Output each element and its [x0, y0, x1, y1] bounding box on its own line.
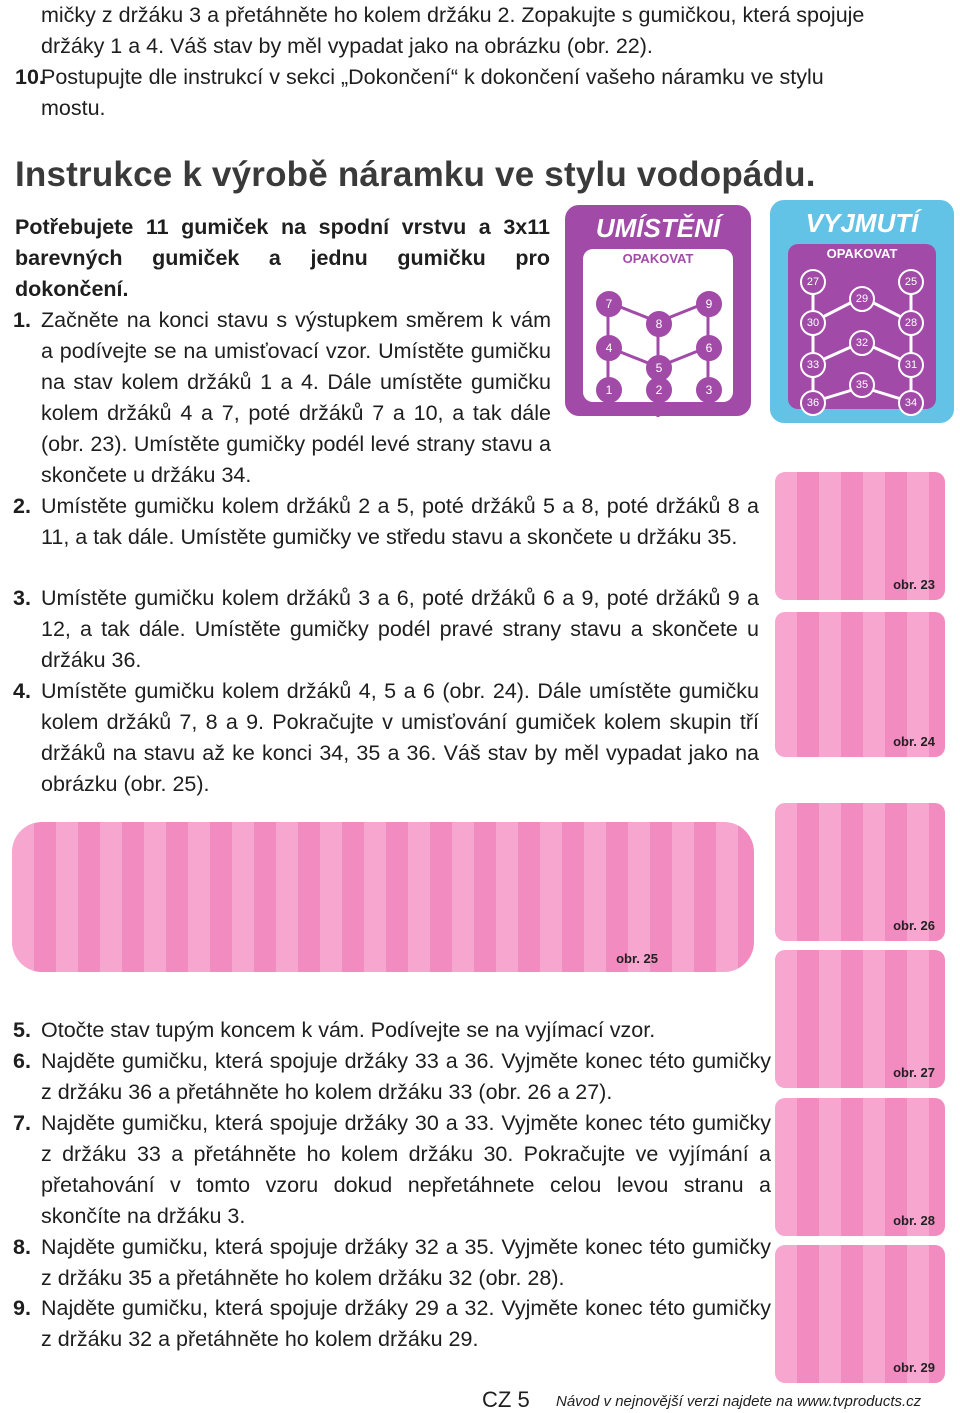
photo-obr-29 — [775, 1245, 945, 1383]
photo-label: obr. 24 — [893, 734, 935, 749]
step-10-line-2: mostu. — [41, 96, 106, 120]
placement-peg: 9 — [696, 291, 722, 317]
removal-peg: 33 — [800, 352, 826, 378]
photo-obr-27 — [775, 950, 945, 1088]
removal-peg: 32 — [849, 330, 875, 356]
step-1-number: 1. — [13, 308, 31, 332]
step-3-text: Umístěte gumičku kolem držáků 3 a 6, poté držáků 6 a 9, poté držáků 9 a 12, a tak dále. Umístěte gumičky podél pravé strany stavu a skončete u držáku 36. — [41, 586, 759, 672]
placement-peg: 3 — [696, 377, 722, 403]
step-9-text: Najděte gumičku, která spojuje držáky 29 a 32. Vyjměte konec této gumičky z držáku 32 a přetáhněte ho kolem držáku 29. — [41, 1296, 771, 1351]
removal-repeat-label: OPAKOVAT — [826, 246, 898, 261]
photo-obr-26 — [775, 803, 945, 941]
step-2-text: Umístěte gumičku kolem držáků 2 a 5, poté držáků 5 a 8, poté držáků 8 a 11, a tak dále. Umístěte gumičky ve středu stavu a skončete u držáku 35. — [41, 494, 759, 549]
removal-peg: 28 — [898, 310, 924, 336]
placement-diagram — [565, 205, 751, 416]
step-7-text: Najděte gumičku, která spojuje držáky 30 a 33. Vyjměte konec této gumičky z držáku 33 a přetáhněte ho kolem držáku 30. Pokračujte ve vyjímání a přetahování v tomto vzoru dokud nepřetáhnete celou levou stranu a skončíte na držáku 3. — [41, 1111, 771, 1228]
step-6 — [13, 1046, 771, 1108]
photo-label: obr. 29 — [893, 1360, 935, 1375]
removal-peg: 31 — [898, 352, 924, 378]
step-10-number: 10. — [15, 65, 45, 89]
removal-peg: 35 — [849, 372, 875, 398]
photo-label: obr. 23 — [893, 577, 935, 592]
removal-diagram-body — [788, 244, 936, 409]
step-8-text: Najděte gumičku, která spojuje držáky 32 a 35. Vyjměte konec této gumičky z držáku 35 a přetáhněte ho kolem držáku 32 (obr. 28). — [41, 1235, 771, 1290]
placement-peg: 8 — [646, 311, 672, 337]
section-heading: Instrukce k výrobě náramku ve stylu vodopádu. — [15, 155, 816, 194]
step-3-number: 3. — [13, 586, 31, 610]
photo-label: obr. 25 — [616, 951, 658, 966]
photo-label: obr. 28 — [893, 1213, 935, 1228]
removal-peg: 36 — [800, 390, 826, 416]
step-1-text: Začněte na konci stavu s výstupkem směrem k vám a podívejte se na umisťovací vzor. Umístěte gumičku na stav kolem držáků 1 a 4. Dále umístěte gumičku kolem držáků 4 a 7, poté držáků 7 a 10, a tak dále (obr. 23). Umístěte gumičky podél levé strany stavu a skončete u držáku 34. — [41, 308, 551, 487]
step-5-number: 5. — [13, 1018, 31, 1042]
photo-obr-23 — [775, 472, 945, 600]
step-5 — [13, 1015, 771, 1046]
step-4-number: 4. — [13, 679, 31, 703]
step-8 — [13, 1232, 771, 1294]
step-2 — [13, 491, 759, 553]
placement-peg: 7 — [596, 291, 622, 317]
placement-repeat-label: OPAKOVAT — [622, 251, 694, 266]
materials-needed: Potřebujete 11 gumiček na spodní vrstvu a 3x11 barevných gumiček a jednu gumičku pro dokončení. — [15, 215, 550, 301]
removal-peg: 30 — [800, 310, 826, 336]
placement-peg: 1 — [596, 377, 622, 403]
placement-peg: 4 — [596, 335, 622, 361]
placement-peg: 2 — [646, 377, 672, 403]
step-10 — [15, 62, 951, 93]
placement-diagram-body — [583, 249, 733, 402]
placement-diagram-title: UMÍSTĚNÍ — [595, 213, 721, 243]
step-9-number: 9. — [13, 1296, 31, 1320]
placement-peg: 6 — [696, 335, 722, 361]
step-5-text: Otočte stav tupým koncem k vám. Podívejte se na vyjímací vzor. — [41, 1018, 656, 1042]
step-2-number: 2. — [13, 494, 31, 518]
removal-peg: 25 — [898, 269, 924, 295]
top-line-1: mičky z držáku 3 a přetáhněte ho kolem držáku 2. Zopakujte s gumičkou, která spojuje — [41, 3, 865, 27]
removal-peg: 29 — [849, 286, 875, 312]
removal-diagram-title: VYJMUTÍ — [805, 208, 919, 238]
step-4 — [13, 676, 759, 800]
step-4-text: Umístěte gumičku kolem držáků 4, 5 a 6 (obr. 24). Dále umístěte gumičku kolem držáků 7, 8 a 9. Pokračujte v umisťování gumiček kolem skupin tří držáků na stavu až ke konci 34, 35 a 36. Váš stav by měl vypadat jako na obrázku (obr. 25). — [41, 679, 759, 796]
step-6-number: 6. — [13, 1049, 31, 1073]
step-10-text: Postupujte dle instrukcí v sekci „Dokončení“ k dokončení vašeho náramku ve stylu — [41, 65, 824, 89]
placement-peg: 5 — [646, 355, 672, 381]
step-8-number: 8. — [13, 1235, 31, 1259]
step-6-text: Najděte gumičku, která spojuje držáky 33 a 36. Vyjměte konec této gumičky z držáku 36 a přetáhněte ho kolem držáku 33 (obr. 26 a 27). — [41, 1049, 771, 1104]
photo-label: obr. 27 — [893, 1065, 935, 1080]
photo-obr-25 — [12, 822, 754, 972]
step-3 — [13, 583, 759, 676]
step-1 — [13, 305, 551, 491]
removal-peg: 27 — [800, 269, 826, 295]
photo-obr-28 — [775, 1098, 945, 1236]
footer-note: Návod v nejnovější verzi najdete na www.tvproducts.cz — [556, 1393, 922, 1410]
photo-obr-24 — [775, 612, 945, 757]
page-number: CZ 5 — [482, 1387, 530, 1412]
top-paragraph — [15, 0, 951, 124]
step-9 — [13, 1293, 771, 1355]
top-line-2: držáky 1 a 4. Váš stav by měl vypadat jako na obrázku (obr. 22). — [41, 34, 653, 58]
photo-label: obr. 26 — [893, 918, 935, 933]
removal-peg: 34 — [898, 390, 924, 416]
removal-diagram — [770, 200, 954, 423]
step-7 — [13, 1108, 771, 1232]
step-7-number: 7. — [13, 1111, 31, 1135]
